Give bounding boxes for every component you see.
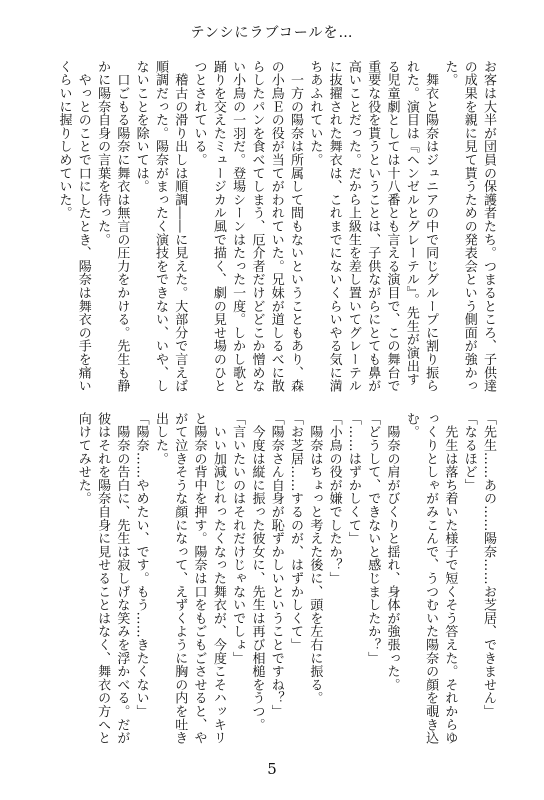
bottom-text-body: 「先生……あの……陽奈……お芝居、できません」 「なるほど」 先生は落ち着いた様子で短くそう答えた。それからゆっくりとしゃがみこんで、うつむいた陽奈の顔を覗き込む。 陽奈の肩がびくりと揺れ、身体が強張った。 「どうして、できないと感じましたか？」 「……はずかしくて」 「小鳥の役が嫌でしたか？」 陽奈はちょっと考えた後に、頭を左右に振る。 「お芝居……するのが、はずかしくて」 「陽奈さん自身が恥ずかしいということですね？」 今度は縦に振った彼女に、先生は再び相槌をうつ。 「言いたいのはそれだけじゃないでしょ」 いい加減じれったくなった舞衣が、今度こそハッキリと陽奈の背中を押す。陽奈は口をもごもごさせると、やがて泣きそうな顔になって、えずくように胸の内を吐き出した。 「陽奈……やめたい、です。もう……きたくない」 陽奈の告白に、先生は寂しげな笑みを浮かべる。だが彼はそれを陽奈自身に見せることはなく、舞衣の方へと向けてみせた。	[75, 412, 496, 745]
bottom-text-block	[38, 412, 498, 750]
running-header: テンシにラブコールを…	[190, 25, 354, 41]
top-text-body: お客は大半が団員の保護者たち。つまるところ、子供達の成果を親に見て貰うための発表会という側面が強かった。 舞衣と陽奈はジュニアの中で同じグループに割り振られた。演目は『ヘンゼルとグレーテル』。先生が演出する児童劇としては十八番とも言える演目で、この舞台で重要な役を貰うということは、子供ながらにとても鼻が高いことだった。だから上級生を差し置いてグレーテルに抜擢された舞衣は、これまでにないくらいやる気に満ちあふれていた。 一方の陽奈は所属して間もないということもあり、森の小鳥Ｅの役が当てがわれていた。兄妹が道しるべに散らしたパンを食べてしまう、厄介者だけどどこか憎めない小鳥の一羽だ。登場シーンはたった一度。しかし歌と踊りを交えたミュージカル風で描く、劇の見せ場のひとつとされている。 稽古の滑り出しは順調――に見えた。大部分で言えば順調だった。陽奈がまったく演技をできない、いや、しないことを除いては。 口ごもる陽奈に舞衣は無言の圧力をかける。先生も静かに陽奈自身の言葉を待った。 やっとのことで口にしたとき、陽奈は舞衣の手を痛いくらいに握りしめていた。	[56, 60, 496, 393]
top-text-block	[56, 60, 498, 396]
page-number: 5	[267, 760, 277, 778]
